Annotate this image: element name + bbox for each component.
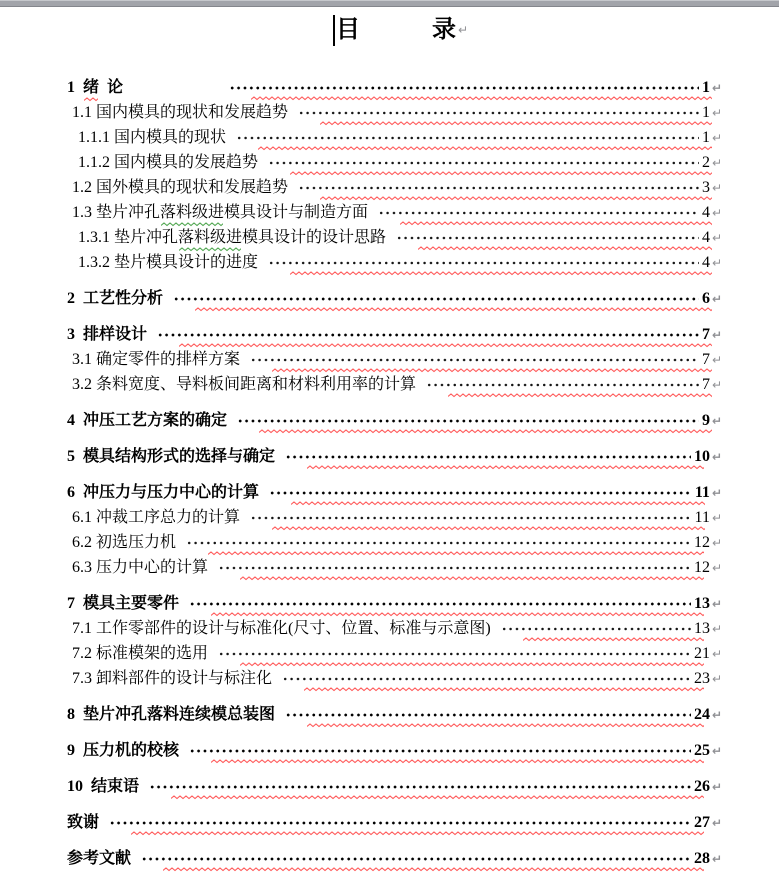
paragraph-mark-icon: ↵ bbox=[711, 327, 722, 342]
toc-entry-page-number: 26 bbox=[693, 778, 710, 795]
paragraph-mark-icon: ↵ bbox=[711, 255, 722, 270]
dot-leader bbox=[141, 846, 691, 871]
toc-entry-page-number: 3 bbox=[701, 179, 710, 196]
entry-text: 7 模具主要零件 bbox=[67, 595, 180, 612]
red-squiggle bbox=[195, 307, 712, 312]
toc-entry-page-number: 1 bbox=[701, 79, 710, 96]
paragraph-mark-icon: ↵ bbox=[711, 646, 722, 661]
entry-text-segment bbox=[67, 322, 147, 347]
entry-text-segment bbox=[72, 555, 208, 580]
entry-text: 3.1 确定零件的排样方案 bbox=[72, 351, 241, 368]
paragraph-mark-icon: ↵ bbox=[711, 779, 722, 794]
red-squiggle bbox=[259, 429, 712, 434]
entry-text-segment bbox=[78, 250, 258, 275]
paragraph-mark-icon: ↵ bbox=[711, 510, 722, 525]
dot-leader bbox=[298, 175, 699, 200]
toc-entry-page-number: 12 bbox=[693, 559, 710, 576]
entry-text: 参考文献 bbox=[67, 850, 132, 867]
paragraph-mark-icon: ↵ bbox=[711, 352, 722, 367]
toc-entry-page-number: 1 bbox=[701, 104, 710, 121]
toc-entry-page-number: 7 bbox=[701, 376, 710, 393]
toc-entry[interactable] bbox=[67, 200, 722, 225]
toc-entry[interactable] bbox=[67, 250, 722, 275]
dot-leader bbox=[285, 702, 691, 727]
dot-leader bbox=[250, 505, 692, 530]
dot-leader bbox=[236, 125, 699, 150]
entry-text: 1.1.1 国内模具的现状 bbox=[78, 129, 227, 146]
paragraph-mark-icon: ↵ bbox=[711, 105, 722, 120]
entry-text: 绪 bbox=[83, 79, 100, 96]
red-squiggle bbox=[307, 465, 704, 470]
toc-entry-page-number: 28 bbox=[693, 850, 710, 867]
paragraph-mark-icon: ↵ bbox=[711, 743, 722, 758]
toc-entry-title bbox=[72, 347, 240, 372]
toc-entry[interactable] bbox=[67, 75, 722, 100]
toc-entry-title bbox=[67, 810, 99, 835]
toc-entry-title bbox=[78, 125, 226, 150]
paragraph-mark-icon: ↵ bbox=[711, 180, 722, 195]
red-squiggle-text bbox=[83, 75, 99, 100]
entry-text-segment bbox=[67, 408, 227, 433]
green-squiggle-text bbox=[160, 200, 224, 225]
toc-entry[interactable] bbox=[67, 347, 722, 372]
paragraph-mark-icon: ↵ bbox=[711, 413, 722, 428]
red-squiggle bbox=[163, 867, 704, 872]
toc-entry-title bbox=[67, 480, 259, 505]
paragraph-mark-icon: ↵ bbox=[711, 596, 722, 611]
entry-text-segment bbox=[72, 347, 240, 372]
entry-text: 7.1 工作零部件的设计与标准化(尺寸、位置、标准与示意图) bbox=[72, 620, 491, 637]
toc-entry-title bbox=[67, 322, 147, 347]
entry-text: 模具设计与制造方面 bbox=[224, 204, 369, 221]
entry-text-segment bbox=[72, 530, 176, 555]
text-cursor bbox=[333, 15, 335, 46]
toc-entry[interactable] bbox=[67, 530, 722, 555]
entry-text: 1.3.2 垫片模具设计的进度 bbox=[78, 254, 259, 271]
entry-text-segment bbox=[67, 702, 275, 727]
red-squiggle bbox=[290, 271, 712, 276]
toc-entry[interactable] bbox=[67, 641, 722, 666]
toc-entry-page-number: 7 bbox=[701, 351, 710, 368]
entry-text-segment bbox=[67, 480, 259, 505]
entry-text: 3.2 条料宽度、导料板间距离和材料利用率的计算 bbox=[72, 376, 417, 393]
toc-list bbox=[67, 48, 722, 871]
dot-leader bbox=[378, 200, 699, 225]
entry-text-segment bbox=[72, 372, 416, 397]
entry-text-segment bbox=[242, 225, 386, 250]
toc-title-row bbox=[67, 12, 722, 48]
paragraph-mark-icon: ↵ bbox=[711, 671, 722, 686]
paragraph-mark-icon: ↵ bbox=[711, 130, 722, 145]
toc-entry-title bbox=[67, 408, 227, 433]
entry-text: 4 冲压工艺方案的确定 bbox=[67, 412, 228, 429]
toc-entry[interactable] bbox=[67, 322, 722, 347]
dot-leader bbox=[186, 530, 691, 555]
entry-text-segment bbox=[224, 200, 368, 225]
dot-leader bbox=[218, 555, 691, 580]
toc-entry-title bbox=[78, 150, 258, 175]
red-squiggle bbox=[211, 759, 704, 764]
toc-entry-title bbox=[67, 286, 163, 311]
paragraph-mark-icon: ↵ bbox=[711, 707, 722, 722]
entry-text: 1.3 垫片冲孔 bbox=[72, 204, 161, 221]
entry-text-segment bbox=[72, 666, 272, 691]
entry-text: 7.3 卸料部件的设计与标注化 bbox=[72, 670, 273, 687]
toc-entry[interactable] bbox=[67, 774, 722, 799]
red-squiggle bbox=[304, 687, 704, 692]
dot-leader bbox=[269, 480, 692, 505]
entry-text-segment bbox=[123, 75, 219, 100]
toc-entry-page-number: 11 bbox=[694, 484, 710, 501]
entry-text bbox=[123, 79, 219, 96]
toc-entry-page-number: 1 bbox=[701, 129, 710, 146]
toc-entry-title bbox=[67, 444, 275, 469]
paragraph-mark-icon: ↵ bbox=[711, 377, 722, 392]
entry-text-segment bbox=[67, 444, 275, 469]
toc-entry-page-number: 13 bbox=[693, 620, 710, 637]
toc-entry[interactable] bbox=[67, 810, 722, 835]
toc-entry-title bbox=[78, 225, 386, 250]
toc-entry-page-number: 27 bbox=[693, 814, 710, 831]
entry-text: 1.1.2 国内模具的发展趋势 bbox=[78, 154, 259, 171]
paragraph-mark-icon: ↵ bbox=[711, 80, 722, 95]
window-top-edge bbox=[0, 0, 779, 7]
paragraph-mark-icon: ↵ bbox=[711, 535, 722, 550]
entry-text-segment bbox=[72, 616, 491, 641]
toc-entry-title bbox=[67, 846, 131, 871]
toc-entry[interactable] bbox=[67, 738, 722, 763]
paragraph-mark-icon: ↵ bbox=[711, 851, 722, 866]
toc-entry-title bbox=[67, 774, 139, 799]
toc-entry-title bbox=[72, 555, 208, 580]
paragraph-mark-icon: ↵ bbox=[711, 560, 722, 575]
dot-leader bbox=[157, 322, 699, 347]
dot-leader bbox=[426, 372, 699, 397]
dot-leader bbox=[250, 347, 699, 372]
entry-text-segment bbox=[72, 100, 288, 125]
toc-entry-title bbox=[78, 250, 258, 275]
entry-text: 10 结束语 bbox=[67, 778, 140, 795]
red-squiggle bbox=[448, 393, 712, 398]
entry-text: 6.3 压力中心的计算 bbox=[72, 559, 209, 576]
toc-entry-page-number: 21 bbox=[693, 645, 710, 662]
toc-entry-page-number: 12 bbox=[693, 534, 710, 551]
toc-entry[interactable] bbox=[67, 505, 722, 530]
page-title: 目 录 bbox=[335, 17, 456, 43]
toc-entry-page-number: 25 bbox=[693, 742, 710, 759]
dot-leader bbox=[189, 591, 691, 616]
entry-text: 致谢 bbox=[67, 814, 100, 831]
green-squiggle-text bbox=[178, 225, 242, 250]
entry-text-segment bbox=[67, 738, 179, 763]
entry-text-segment bbox=[78, 150, 258, 175]
dot-leader bbox=[218, 641, 691, 666]
entry-text: 1 bbox=[67, 79, 83, 96]
toc-entry[interactable] bbox=[67, 100, 722, 125]
dot-leader bbox=[268, 250, 699, 275]
dot-leader bbox=[285, 444, 691, 469]
entry-text: 模具设计的设计思路 bbox=[242, 229, 387, 246]
entry-text: 落料级进 bbox=[178, 229, 243, 246]
entry-text: 9 压力机的校核 bbox=[67, 742, 180, 759]
entry-text-segment bbox=[67, 774, 139, 799]
paragraph-mark-icon: ↵ bbox=[457, 23, 469, 37]
document-page bbox=[0, 12, 779, 871]
toc-entry-page-number: 4 bbox=[701, 254, 710, 271]
toc-entry[interactable] bbox=[67, 372, 722, 397]
entry-text-segment bbox=[72, 505, 240, 530]
red-squiggle bbox=[307, 723, 704, 728]
entry-text: 落料级进 bbox=[160, 204, 225, 221]
toc-entry[interactable] bbox=[67, 408, 722, 433]
paragraph-mark-icon: ↵ bbox=[711, 485, 722, 500]
paragraph-mark-icon: ↵ bbox=[711, 291, 722, 306]
dot-leader bbox=[109, 810, 691, 835]
dot-leader bbox=[173, 286, 699, 311]
toc-entry[interactable] bbox=[67, 286, 722, 311]
toc-entry-title bbox=[72, 200, 368, 225]
entry-text: 3 排样设计 bbox=[67, 326, 148, 343]
toc-entry[interactable] bbox=[67, 666, 722, 691]
toc-entry[interactable] bbox=[67, 846, 722, 871]
red-squiggle bbox=[171, 795, 704, 800]
entry-text: 1.3.1 垫片冲孔 bbox=[78, 229, 179, 246]
toc-entry-title bbox=[72, 505, 240, 530]
toc-entry-title bbox=[67, 591, 179, 616]
entry-text: 5 模具结构形式的选择与确定 bbox=[67, 448, 276, 465]
toc-entry-title bbox=[72, 530, 176, 555]
entry-text-segment bbox=[72, 175, 288, 200]
toc-entry-page-number: 9 bbox=[701, 412, 710, 429]
paragraph-mark-icon: ↵ bbox=[711, 621, 722, 636]
entry-text: 7.2 标准模架的选用 bbox=[72, 645, 209, 662]
entry-text-segment bbox=[78, 225, 178, 250]
toc-entry-page-number: 2 bbox=[701, 154, 710, 171]
toc-entry-page-number: 11 bbox=[694, 509, 710, 526]
toc-entry-title bbox=[72, 641, 208, 666]
toc-entry-title bbox=[67, 702, 275, 727]
entry-text: 2 工艺性分析 bbox=[67, 290, 164, 307]
paragraph-mark-icon: ↵ bbox=[711, 815, 722, 830]
toc-entry-page-number: 24 bbox=[693, 706, 710, 723]
toc-entry-title bbox=[67, 75, 219, 100]
toc-entry[interactable] bbox=[67, 444, 722, 469]
toc-entry-page-number: 13 bbox=[693, 595, 710, 612]
paragraph-mark-icon: ↵ bbox=[711, 230, 722, 245]
toc-entry[interactable] bbox=[67, 616, 722, 641]
dot-leader bbox=[189, 738, 691, 763]
toc-entry[interactable] bbox=[67, 175, 722, 200]
dot-leader bbox=[298, 100, 699, 125]
toc-entry-title bbox=[72, 100, 288, 125]
toc-entry-title bbox=[72, 616, 491, 641]
entry-text-segment bbox=[67, 846, 131, 871]
dot-leader bbox=[282, 666, 691, 691]
toc-entry[interactable] bbox=[67, 125, 722, 150]
dot-leader bbox=[149, 774, 691, 799]
entry-text: 1.2 国外模具的现状和发展趋势 bbox=[72, 179, 289, 196]
paragraph-mark-icon: ↵ bbox=[711, 155, 722, 170]
entry-text: 8 垫片冲孔落料连续模总装图 bbox=[67, 706, 276, 723]
red-squiggle bbox=[131, 831, 704, 836]
toc-entry[interactable] bbox=[67, 225, 722, 250]
toc-entry-page-number: 4 bbox=[701, 229, 710, 246]
entry-text: 1.1 国内模具的现状和发展趋势 bbox=[72, 104, 289, 121]
toc-entry[interactable] bbox=[67, 480, 722, 505]
entry-text-segment bbox=[72, 200, 160, 225]
entry-text-segment bbox=[67, 591, 179, 616]
toc-entry-title bbox=[72, 666, 272, 691]
entry-text-segment bbox=[78, 125, 226, 150]
dot-leader bbox=[229, 75, 699, 100]
toc-entry-title bbox=[67, 738, 179, 763]
entry-text: 6 冲压力与压力中心的计算 bbox=[67, 484, 260, 501]
paragraph-mark-icon: ↵ bbox=[711, 449, 722, 464]
entry-text-segment bbox=[99, 75, 123, 100]
toc-entry-page-number: 4 bbox=[701, 204, 710, 221]
entry-text-segment bbox=[67, 286, 163, 311]
dot-leader bbox=[501, 616, 691, 641]
entry-text: 6.2 初选压力机 bbox=[72, 534, 177, 551]
toc-entry[interactable] bbox=[67, 702, 722, 727]
entry-text-segment bbox=[67, 810, 99, 835]
dot-leader bbox=[396, 225, 699, 250]
toc-entry[interactable] bbox=[67, 591, 722, 616]
entry-text: 6.1 冲裁工序总力的计算 bbox=[72, 509, 241, 526]
toc-entry-title bbox=[72, 175, 288, 200]
toc-entry-title bbox=[72, 372, 416, 397]
toc-entry-page-number: 23 bbox=[693, 670, 710, 687]
entry-text-segment bbox=[67, 75, 83, 100]
dot-leader bbox=[268, 150, 699, 175]
toc-entry-page-number: 10 bbox=[693, 448, 710, 465]
toc-entry[interactable] bbox=[67, 150, 722, 175]
toc-entry[interactable] bbox=[67, 555, 722, 580]
red-squiggle bbox=[240, 576, 704, 581]
dot-leader bbox=[237, 408, 699, 433]
toc-entry-page-number: 6 bbox=[701, 290, 710, 307]
toc-entry-page-number: 7 bbox=[701, 326, 710, 343]
paragraph-mark-icon: ↵ bbox=[711, 205, 722, 220]
entry-text-segment bbox=[72, 641, 208, 666]
entry-text: 论 bbox=[99, 79, 124, 96]
